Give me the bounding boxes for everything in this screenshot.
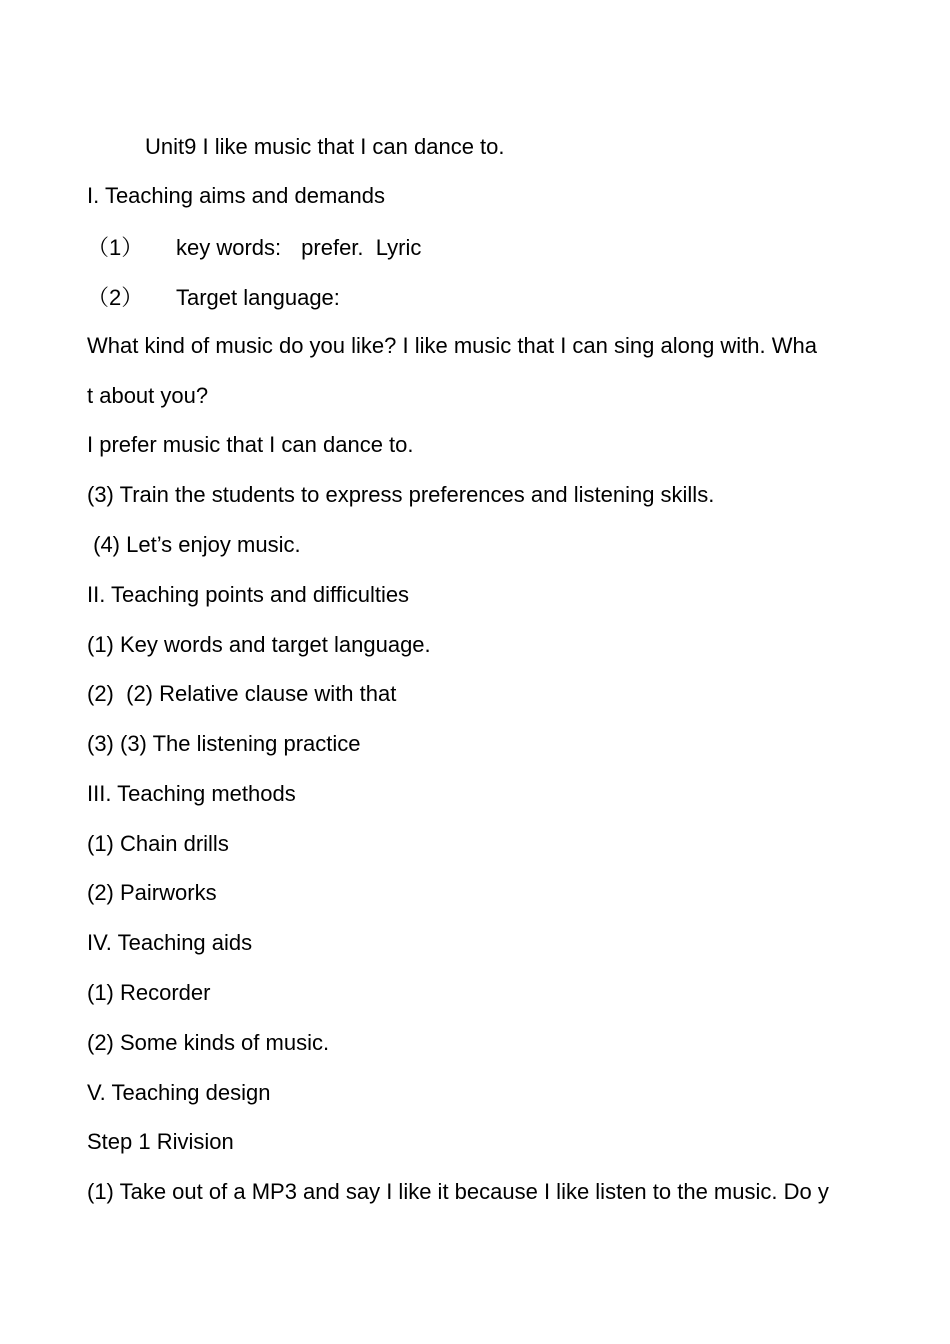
aim-words: prefer. Lyric	[301, 235, 422, 260]
text-line: (3) Train the students to express preferences and listening skills.	[87, 482, 715, 507]
section-heading-design: V. Teaching design	[87, 1080, 271, 1105]
text-line: (4) Let’s enjoy music.	[87, 532, 301, 557]
aim-label: key words:	[176, 235, 282, 260]
section-heading-methods: III. Teaching methods	[87, 781, 296, 806]
section-heading-aims: I. Teaching aims and demands	[87, 183, 385, 208]
text-line: Step 1 Rivision	[87, 1129, 234, 1154]
text-line: What kind of music do you like? I like music that I can sing along with. Wha	[87, 333, 817, 358]
aim-label: Target language:	[176, 285, 340, 310]
section-heading-points: II. Teaching points and difficulties	[87, 582, 410, 607]
text-line: (1) Take out of a MP3 and say I like it because I like listen to the music. Do y	[87, 1179, 829, 1204]
aim-item-key-words	[87, 233, 421, 263]
aim-number: （2）	[87, 285, 144, 310]
text-line: (3) (3) The listening practice	[87, 731, 361, 756]
text-line: (1) Recorder	[87, 980, 211, 1005]
document-title: Unit9 I like music that I can dance to.	[145, 134, 505, 159]
text-line: (1) Key words and target language.	[87, 632, 431, 657]
text-line: (2) Pairworks	[87, 880, 217, 905]
aim-number: （1）	[87, 235, 144, 260]
aim-item-target-language	[87, 283, 340, 313]
text-line: t about you?	[87, 383, 209, 408]
section-heading-aids: IV. Teaching aids	[87, 930, 253, 955]
text-line: (1) Chain drills	[87, 831, 229, 856]
text-line: (2) (2) Relative clause with that	[87, 681, 397, 706]
text-line: (2) Some kinds of music.	[87, 1030, 330, 1055]
text-line: I prefer music that I can dance to.	[87, 432, 414, 457]
